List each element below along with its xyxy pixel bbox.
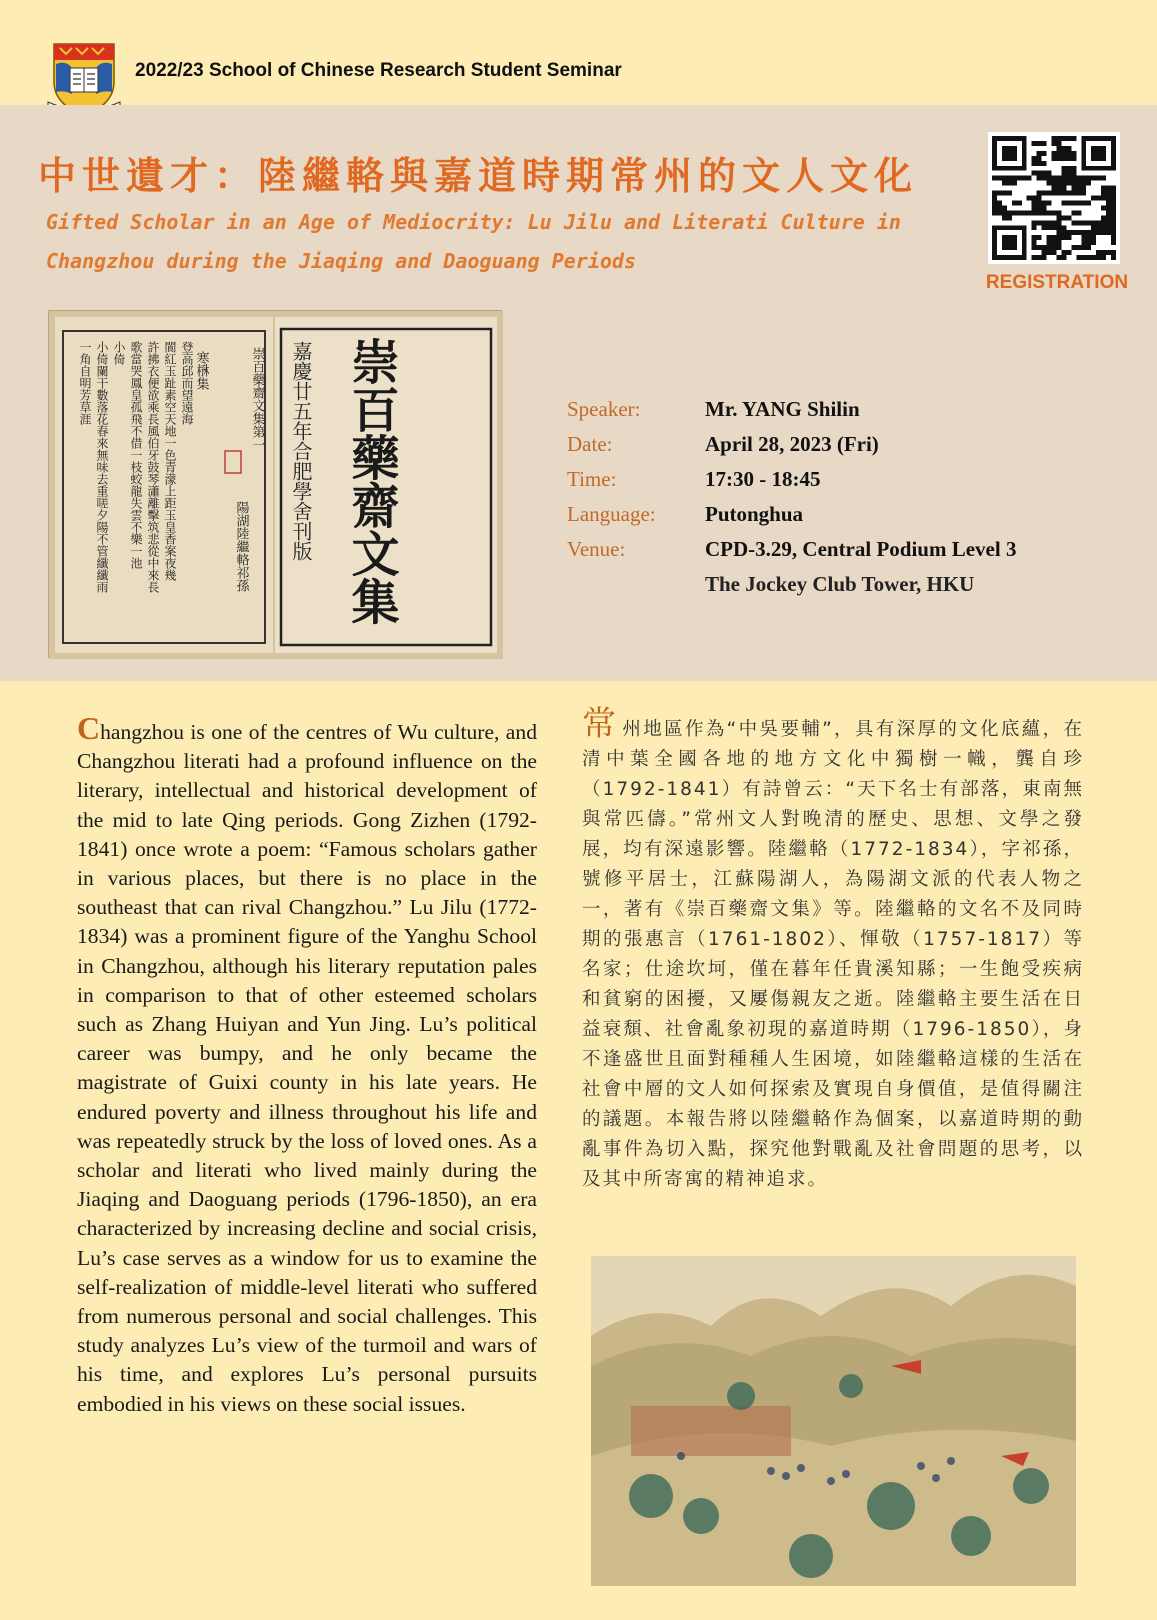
venue-row <box>567 532 1016 567</box>
language-label: Language: <box>567 502 656 526</box>
seminar-series-title: 2022/23 School of Chinese Research Student Seminar <box>135 60 622 81</box>
abstract-chinese <box>582 704 1085 1195</box>
book-image <box>48 310 502 658</box>
book-text-column: 小倚闌干數落花春來無味去重嗟夕陽不管纖纖雨 <box>95 341 109 593</box>
abstract-english <box>77 710 537 1419</box>
time-value: 17:30 - 18:45 <box>705 467 821 491</box>
book-text-column: 一角自明芳草涯 <box>78 341 92 425</box>
book-text-column: 小倚 <box>112 341 126 365</box>
date-label: Date: <box>567 432 613 456</box>
title-english: Gifted Scholar in an Age of Mediocrity: Lu Jilu and Literati Culture in Changzhou during the Jiaqing and Daoguang Periods <box>46 210 901 273</box>
speaker-row <box>567 392 1016 427</box>
landscape-painting-image <box>591 1256 1076 1586</box>
abstract-chinese-text: 州地區作為“中吳要輔”，具有深厚的文化底蘊，在清中葉全國各地的地方文化中獨樹一幟，龔自珍（1792-1841）有詩曾云：“天下名士有部落，東南無與常匹儔。”常州文人對晚清的歷史、思想、文學之發展，均有深遠影響。陸繼輅（1772-1834），字祁孫，號修平居士，江蘇陽湖人，為陽湖文派的代表人物之一，著有《崇百藥齋文集》等。陸繼輅的文名不及同時期的張惠言（1761-1802）、惲敬（1757-1817）等名家；仕途坎坷，僅在暮年任貴溪知縣；一生飽受疾病和貧窮的困擾，又屢傷親友之逝。陸繼輅主要生活在日益衰頹、社會亂象初現的嘉道時期（1796-1850），身不逢盛世且面對種種人生困境，如陸繼輅這樣的生活在社會中層的文人如何探索及實現自身價值，是值得關注的議題。本報告將以陸繼輅作為個案，以嘉道時期的動亂事件為切入點，探究他對戰亂及社會問題的思考，以及其中所寄寓的精神追求。 <box>582 719 1085 1190</box>
time-row <box>567 462 1016 497</box>
book-text-column: 閬紅玉趾素空天地一色青濛上距玉皇香案夜幾 <box>163 341 177 581</box>
time-label: Time: <box>567 467 617 491</box>
speaker-value: Mr. YANG Shilin <box>705 397 860 421</box>
book-text-column: 登高邱而望遠海 <box>180 341 194 425</box>
speaker-label: Speaker: <box>567 397 641 421</box>
book-text-column: 歌當哭鳳皇孤飛不借一枝蛟龍失雲不樂一池 <box>129 341 143 569</box>
registration-label[interactable]: REGISTRATION <box>985 272 1129 293</box>
abstract-english-text: hangzhou is one of the centres of Wu culture, and Changzhou literati had a profound influence on the literary, intellectual and historical development of the mid to late Qing periods. Gong Zizhen (1792-1841) once wrote a poem: “Famous scholars gather in various places, but there is no place in the southeast that can rival Changzhou.” Lu Jilu (1772-1834) was a prominent figure of the Yanghu School in Changzhou, although his literary reputation pales in comparison to that of other esteemed scholars such as Zhang Huiyan and Yun Jing. Lu’s political career was bumpy, and he only became the magistrate of Guixi county in his late years. He endured poverty and illness throughout his life and was repeatedly struck by the loss of loved ones. As a scholar and literati who lived mainly during the Jiaqing and Daoguang periods (1796-1850), an era characterized by increasing decline and social crisis, Lu’s case serves as a window for us to examine the self-realization of middle-level literati who suffered from numerous personal and social challenges. This study analyzes Lu’s view of the turmoil and wars of his time, and explores Lu’s personal pursuits embodied in his views on these social issues. <box>77 720 537 1416</box>
date-row <box>567 427 1016 462</box>
venue-label: Venue: <box>567 537 626 561</box>
registration-qr-code[interactable] <box>988 132 1120 264</box>
abstract-english-initial: C <box>77 710 101 746</box>
event-info <box>567 392 1016 602</box>
language-row <box>567 497 1016 532</box>
book-author-line: 陽湖陸繼輅祁孫 <box>233 501 249 592</box>
venue-value-line2: The Jockey Club Tower, HKU <box>705 572 975 596</box>
book-cover-title: 崇百藥齋文集 <box>343 337 399 625</box>
date-value: April 28, 2023 (Fri) <box>705 432 879 456</box>
title-chinese: 中世遺才：陸繼輅與嘉道時期常州的文人文化 <box>38 154 919 198</box>
book-section-title: 寒㮊集 <box>193 351 209 390</box>
book-edition-line: 嘉慶廿五年合肥學舍刊版 <box>289 341 313 561</box>
venue-value: CPD-3.29, Central Podium Level 3 <box>705 537 1017 561</box>
language-value: Putonghua <box>705 502 804 526</box>
book-text-column: 許拂衣便欲乘長風伯牙鼓琴瀟離擊筑悲從中來長 <box>146 341 160 593</box>
abstract-chinese-initial: 常 <box>582 704 619 744</box>
top-bar <box>0 0 1157 105</box>
book-spine-title: 崇百藥齋文集第一 <box>249 347 265 451</box>
